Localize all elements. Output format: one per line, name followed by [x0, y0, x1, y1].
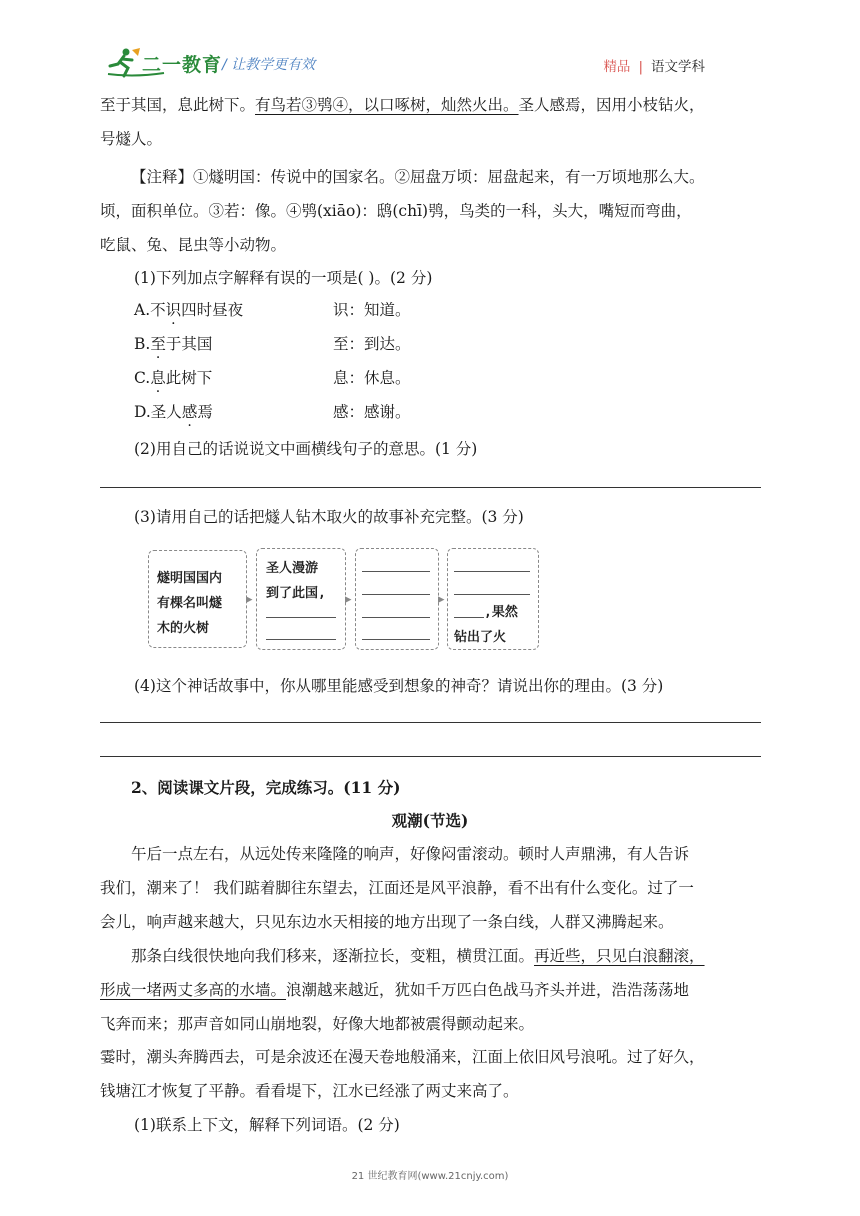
passage-line: 号燧人。 — [100, 130, 163, 148]
notes-line: 顷，面积单位。③若：像。④鸮(xiāo)：鸱(chī)鸮，鸟类的一科，头大，嘴短而弯曲， — [100, 202, 692, 220]
page-footer: 21 世纪教育网(www.21cnjy.com) — [351, 1171, 509, 1182]
story-box-2-line: 到了此国, — [266, 586, 326, 601]
passage-line — [131, 944, 705, 966]
option-a-meaning: 识：知道。 — [333, 301, 411, 319]
option-text: B. — [134, 335, 151, 353]
arrow-right-icon: ▸ — [345, 592, 352, 607]
passage-line: 飞奔而来；那声音如同山崩地裂，好像大地都被震得颤动起来。 — [100, 1015, 535, 1033]
page-header — [0, 0, 860, 90]
answer-line[interactable] — [100, 487, 761, 488]
passage-text: 圣人感焉，因用小枝钻火， — [518, 96, 705, 114]
underlined-sentence: 形成一堵两丈多高的水墙。 — [100, 981, 287, 999]
fill-blank[interactable] — [266, 639, 336, 640]
story-box-1-line: 木的火树 — [157, 621, 210, 636]
option-text: 四时昼夜 — [181, 301, 244, 319]
notes-line: 吃鼠、兔、昆虫等小动物。 — [100, 236, 287, 254]
option-text: 此树下 — [165, 369, 213, 387]
header-separator: | — [638, 59, 643, 75]
logo-text: 二一教育 — [142, 54, 223, 76]
story-box-4-line: 钻出了火 — [454, 630, 507, 645]
option-d-meaning: 感：感谢。 — [333, 403, 411, 421]
passage-line: 会儿，响声越来越大，只见东边水天相接的地方出现了一条白线，人群又沸腾起来。 — [100, 913, 674, 931]
option-d[interactable] — [134, 400, 213, 422]
passage-text: 浪潮越来越近，犹如千万匹白色战马齐头并进，浩浩荡荡地 — [286, 981, 690, 999]
header-premium: 精品 — [603, 59, 631, 75]
answer-line[interactable] — [100, 722, 761, 723]
answer-line[interactable] — [100, 756, 761, 757]
passage-line: 霎时，潮头奔腾西去，可是余波还在漫天卷地般涌来，江面上依旧风号浪吼。过了好久， — [100, 1048, 705, 1066]
option-text: 于其国 — [165, 335, 213, 353]
option-c[interactable] — [134, 366, 212, 388]
option-c-meaning: 息：休息。 — [333, 369, 411, 387]
fill-blank[interactable] — [362, 639, 430, 640]
passage-text: 至于其国，息此树下。 — [100, 96, 256, 114]
passage-line: 午后一点左右，从远处传来隆隆的响声，好像闷雷滚动。顿时人声鼎沸，有人告诉 — [131, 845, 690, 863]
question-2-stem: (2)用自己的话说说文中画横线句子的意思。(1 分) — [134, 440, 478, 458]
passage-line — [100, 93, 705, 115]
fill-blank[interactable] — [454, 594, 530, 595]
question-3-stem: (3)请用自己的话把燧人钻木取火的故事补充完整。(3 分) — [134, 508, 524, 526]
option-b-meaning: 至：到达。 — [333, 335, 411, 353]
dotted-char: 息 — [150, 369, 166, 387]
fill-blank[interactable] — [454, 617, 484, 618]
arrow-right-icon: ▸ — [438, 592, 445, 607]
story-box-1-line: 燧明国国内 — [157, 571, 223, 586]
notes-line: 【注释】①燧明国：传说中的国家名。②屈盘万顷：屈盘起来，有一万顷地那么大。 — [131, 168, 705, 186]
option-text: C. — [134, 369, 151, 387]
fill-blank[interactable] — [454, 571, 530, 572]
arrow-right-icon: ▸ — [246, 592, 253, 607]
fill-blank[interactable] — [266, 617, 336, 618]
dotted-char: 感 — [181, 403, 198, 421]
passage-line: 我们，潮来了！ 我们踮着脚往东望去，江面还是风平浪静，看不出有什么变化。过了一 — [100, 879, 694, 897]
dotted-char: 至 — [150, 335, 166, 353]
option-text: A.不 — [134, 301, 166, 319]
underlined-sentence: 再近些，只见白浪翻滚， — [534, 947, 705, 965]
section-2-heading: 2、阅读课文片段，完成练习。(11 分) — [131, 778, 401, 797]
header-subject-name: 语文学科 — [651, 59, 705, 75]
fill-blank[interactable] — [362, 571, 430, 572]
dotted-char: 识 — [165, 301, 182, 319]
story-box-4-line: ,果然 — [484, 605, 518, 620]
section-2-question-1: (1)联系上下文，解释下列词语。(2 分) — [134, 1116, 400, 1134]
story-box-2-line: 圣人漫游 — [266, 561, 319, 576]
question-4-stem: (4)这个神话故事中，你从哪里能感受到想象的神奇？请说出你的理由。(3 分) — [134, 677, 664, 695]
option-text: D.圣人 — [134, 403, 182, 421]
option-b[interactable] — [134, 332, 212, 354]
story-box-1-line: 有棵名叫燧 — [157, 596, 223, 611]
question-1-stem: (1)下列加点字解释有误的一项是( )。(2 分) — [134, 269, 433, 287]
option-text: 焉 — [197, 403, 213, 421]
passage-line — [100, 978, 689, 1000]
underlined-sentence: 有鸟若③鸮④，以口啄树，灿然火出。 — [255, 96, 519, 114]
option-a[interactable] — [134, 298, 243, 320]
fill-blank[interactable] — [362, 594, 430, 595]
slogan: / 让教学更有效 — [222, 57, 316, 73]
section-2-title: 观潮(节选) — [391, 811, 469, 830]
header-subject — [603, 55, 705, 75]
passage-line: 钱塘江才恢复了平静。看看堤下，江水已经涨了两丈来高了。 — [100, 1082, 519, 1100]
story-box-3 — [355, 548, 439, 650]
passage-text: 那条白线很快地向我们移来，逐渐拉长，变粗，横贯江面。 — [131, 947, 535, 965]
fill-blank[interactable] — [362, 617, 430, 618]
